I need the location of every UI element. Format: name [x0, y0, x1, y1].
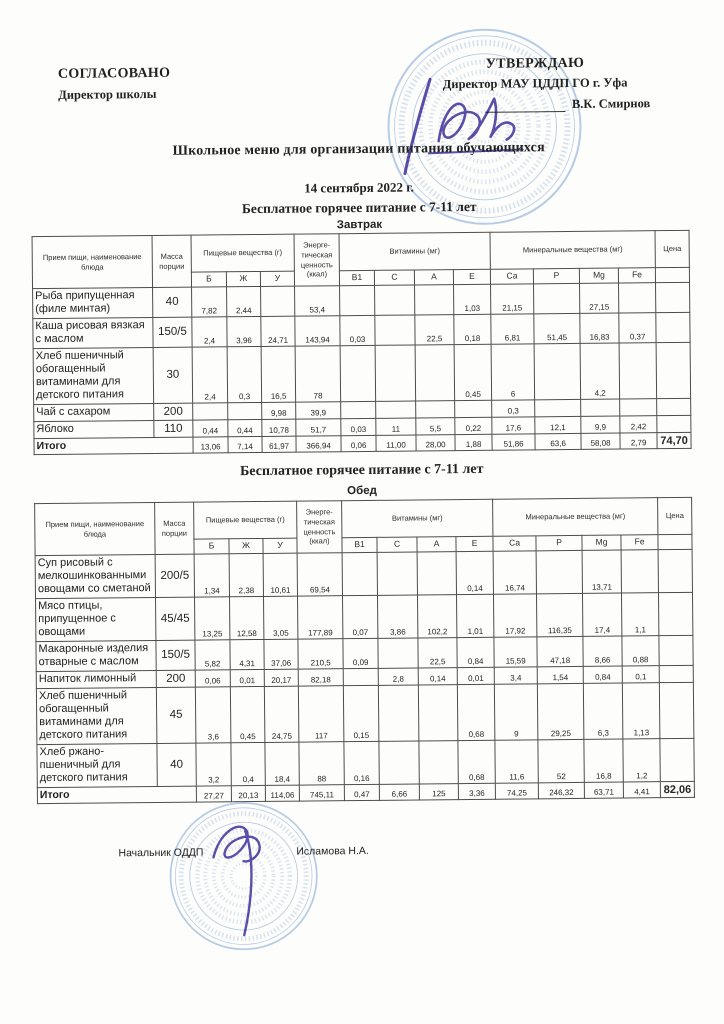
price-cell	[659, 592, 693, 635]
dish-name: Макаронные изделия отварные с маслом	[36, 640, 156, 671]
dish-name: Яблоко	[34, 420, 154, 438]
value-cell: 74,25	[495, 782, 538, 799]
dish-name: Суп рисовый с мелкошинкованными овощами со сметаной	[35, 554, 155, 598]
value-cell: 51,7	[296, 418, 341, 435]
value-cell: 0,3	[227, 346, 262, 402]
value-cell: 0,44	[193, 420, 228, 437]
total-label: Итого	[34, 437, 193, 455]
col-calcium: Са	[493, 536, 536, 551]
value-cell: 78	[295, 346, 341, 402]
value-cell: 1,34	[194, 554, 229, 597]
value-cell: 0,14	[456, 551, 493, 594]
value-cell	[535, 399, 581, 416]
value-cell: 0,68	[458, 740, 495, 783]
value-cell: 1,1	[622, 593, 659, 636]
value-cell: 6,81	[491, 314, 534, 344]
value-cell: 58,08	[581, 433, 620, 450]
director-title-label: Директор МАУ ЦДДП ГО г. Уфа	[442, 75, 628, 92]
value-cell: 12,1	[535, 416, 581, 433]
value-cell: 745,11	[299, 784, 344, 801]
value-cell: 0,06	[195, 670, 230, 687]
value-cell: 0,03	[341, 418, 376, 435]
value-cell: 3,86	[378, 595, 418, 638]
value-cell	[534, 283, 580, 313]
footer-position-label: Начальник ОДДП	[118, 846, 204, 860]
col-minerals-group: Минеральные вещества (мг)	[490, 231, 655, 270]
value-cell: 51,45	[534, 313, 580, 343]
price-cell	[660, 738, 694, 781]
col-vitamin-e: Е	[453, 269, 490, 284]
value-cell: 1,03	[454, 284, 491, 314]
mass-cell: 200	[154, 403, 193, 420]
section-title-lunch: Бесплатное горячее питание с 7-11 лет	[240, 461, 484, 480]
value-cell: 0,45	[454, 344, 492, 400]
value-cell	[418, 684, 458, 740]
value-cell: 39,9	[296, 401, 341, 418]
value-cell	[619, 283, 656, 313]
price-cell	[656, 342, 691, 398]
value-cell: 24,75	[264, 686, 299, 742]
value-cell: 2,44	[227, 286, 261, 316]
value-cell: 17,92	[494, 594, 537, 637]
col-vitamin-e: Е	[456, 536, 493, 551]
col-energy: Энерге-тическая ценность (ккал)	[297, 501, 342, 553]
value-cell: 0,1	[622, 665, 659, 682]
price-cell: 74,70	[657, 432, 691, 449]
value-cell: 3,36	[458, 783, 495, 800]
value-cell: 82,18	[298, 668, 343, 685]
value-cell: 0,01	[457, 667, 494, 684]
value-cell: 3,4	[494, 667, 537, 684]
col-phosphorus: Р	[533, 268, 579, 283]
value-cell: 37,06	[264, 639, 298, 669]
mass-cell: 110	[154, 420, 193, 437]
value-cell: 3,2	[196, 742, 231, 785]
col-vitamin-c: С	[374, 270, 414, 285]
col-vitamin-b1: В1	[342, 537, 377, 552]
value-cell: 22,5	[415, 315, 454, 345]
value-cell: 0,07	[343, 595, 378, 638]
value-cell: 4,31	[230, 639, 264, 669]
col-vitamins-group: Витамины (мг)	[339, 232, 490, 270]
value-cell: 2,38	[229, 553, 263, 596]
col-vitamin-a: А	[414, 270, 453, 285]
mass-cell: 45/45	[156, 597, 195, 640]
col-mass: Масса порции	[155, 502, 194, 554]
price-cell	[657, 398, 691, 415]
value-cell: 7,82	[192, 287, 227, 317]
value-cell	[341, 401, 376, 418]
value-cell	[415, 344, 455, 400]
col-dish: Прием пищи, наименование блюда	[35, 502, 155, 555]
value-cell	[581, 399, 620, 416]
value-cell: 0,44	[228, 419, 262, 436]
dish-name: Хлеб пшеничный обогащенный витаминами для детского питания	[36, 687, 157, 744]
value-cell: 0,68	[457, 684, 495, 740]
value-cell: 11,00	[376, 435, 416, 452]
value-cell: 11,6	[495, 739, 538, 782]
value-cell: 9,98	[262, 402, 296, 419]
col-magnesium: Mg	[579, 268, 618, 283]
value-cell: 63,6	[535, 433, 581, 450]
value-cell: 16,5	[261, 346, 296, 402]
value-cell: 4,41	[623, 781, 660, 798]
value-cell	[375, 345, 416, 401]
mass-cell: 200	[156, 670, 195, 687]
value-cell: 0,47	[344, 784, 379, 801]
value-cell	[534, 343, 581, 399]
dish-name: Хлеб ржано-пшеничный для детского питания	[37, 743, 157, 787]
lunch-table	[34, 497, 695, 804]
value-cell: 0,88	[622, 635, 659, 665]
value-cell: 143,94	[295, 316, 340, 346]
breakfast-table	[32, 230, 692, 455]
value-cell	[417, 552, 456, 595]
col-dish: Прием пищи, наименование блюда	[32, 236, 152, 289]
value-cell	[261, 286, 295, 316]
value-cell	[340, 345, 376, 401]
value-cell: 117	[298, 685, 344, 741]
value-cell	[536, 550, 582, 593]
value-cell: 24,71	[261, 316, 295, 346]
col-protein: Б	[191, 272, 226, 287]
value-cell: 0,15	[343, 685, 379, 741]
value-cell: 9	[494, 684, 538, 740]
value-cell: 1,01	[457, 594, 494, 637]
value-cell: 2,4	[192, 317, 227, 347]
total-label: Итого	[37, 786, 196, 804]
value-cell	[375, 285, 415, 315]
value-cell: 0,84	[583, 666, 622, 683]
value-cell: 53,4	[295, 286, 340, 316]
value-cell: 17,4	[583, 593, 622, 636]
approved-label: УТВЕРЖДАЮ	[485, 55, 585, 72]
price-cell	[656, 312, 690, 342]
value-cell: 69,54	[297, 553, 342, 596]
value-cell	[621, 550, 658, 593]
value-cell	[193, 403, 228, 420]
col-vitamin-a: А	[417, 537, 456, 552]
dish-row	[36, 682, 694, 744]
value-cell: 3,96	[227, 316, 261, 346]
value-cell: 16,83	[580, 313, 619, 343]
mass-cell: 40	[153, 287, 192, 317]
value-cell: 0,84	[457, 637, 494, 667]
value-cell: 29,25	[537, 683, 584, 739]
col-mass: Масса порции	[152, 235, 191, 287]
col-nutrients-group: Пищевые вещества (г)	[191, 234, 294, 272]
col-phosphorus: Р	[536, 535, 582, 550]
col-calcium: Са	[490, 269, 533, 284]
value-cell: 0,3	[492, 400, 535, 417]
col-fat: Ж	[226, 271, 260, 286]
value-cell	[415, 285, 454, 315]
value-cell: 10,61	[263, 553, 297, 596]
mass-cell: 150/5	[156, 640, 195, 670]
value-cell: 16,74	[493, 551, 536, 594]
price-cell: 82,06	[660, 781, 694, 798]
value-cell: 2,4	[192, 347, 228, 403]
value-cell: 6	[491, 344, 535, 400]
value-cell: 0,09	[343, 638, 378, 668]
value-cell: 61,97	[262, 436, 296, 453]
value-cell: 15,59	[494, 637, 537, 667]
value-cell: 1,13	[622, 682, 660, 738]
value-cell	[379, 741, 419, 784]
value-cell	[228, 402, 262, 419]
value-cell: 6,3	[583, 683, 623, 739]
dish-name: Рыба припущенная (филе минтая)	[33, 288, 153, 319]
value-cell: 1,88	[455, 434, 492, 451]
value-cell: 21,15	[491, 284, 534, 314]
price-cell	[659, 635, 693, 665]
col-nutrients-group: Пищевые вещества (г)	[194, 501, 297, 539]
value-cell	[416, 400, 455, 417]
value-cell: 0,45	[230, 686, 265, 742]
table-header-row	[35, 497, 692, 540]
col-iron: Fe	[618, 268, 655, 283]
chief-signature-icon	[195, 811, 306, 944]
value-cell: 11	[376, 418, 416, 435]
value-cell: 52	[538, 739, 584, 782]
school-director-label: Директор школы	[58, 86, 157, 102]
value-cell: 27,27	[196, 785, 231, 802]
meal-title-breakfast: Завтрак	[336, 218, 383, 232]
price-cell	[659, 665, 693, 682]
value-cell	[419, 740, 458, 783]
col-price-empty	[658, 534, 692, 549]
value-cell: 0,01	[230, 669, 264, 686]
value-cell	[375, 315, 415, 345]
value-cell: 20,13	[231, 785, 265, 802]
value-cell	[619, 343, 657, 399]
value-cell: 102,2	[418, 595, 457, 638]
value-cell: 47,18	[537, 636, 583, 666]
col-vitamin-b1: В1	[339, 270, 374, 285]
value-cell: 0,14	[418, 667, 457, 684]
section-title-breakfast: Бесплатное горячее питание с 7-11 лет	[241, 198, 477, 217]
value-cell: 0,03	[340, 315, 375, 345]
mass-cell: 40	[157, 743, 196, 786]
col-energy: Энерге-тическая ценность (ккал)	[294, 234, 339, 286]
footer-name: Исламова Н.А.	[296, 844, 369, 858]
dish-row	[36, 592, 693, 641]
value-cell: 1,2	[623, 738, 660, 781]
value-cell	[377, 552, 417, 595]
value-cell: 13,71	[582, 550, 621, 593]
value-cell	[343, 668, 378, 685]
col-vitamins-group: Витамины (мг)	[342, 499, 493, 537]
dish-name: Каша рисовая вязкая с маслом	[33, 317, 153, 348]
value-cell: 51,86	[492, 434, 535, 451]
value-cell	[378, 638, 418, 668]
col-iron: Fe	[621, 535, 658, 550]
value-cell	[342, 552, 377, 595]
value-cell: 246,32	[538, 782, 584, 799]
value-cell	[620, 398, 657, 415]
value-cell: 5,5	[416, 417, 455, 434]
value-cell: 0,18	[454, 314, 491, 344]
col-price: Цена	[655, 230, 689, 267]
mass-cell: 45	[156, 687, 196, 743]
value-cell: 5,82	[195, 640, 230, 670]
value-cell: 2,8	[378, 668, 418, 685]
value-cell: 210,5	[298, 639, 343, 669]
value-cell: 366,94	[296, 435, 341, 452]
dish-name: Напиток лимонный	[36, 670, 156, 688]
price-cell	[656, 282, 690, 312]
value-cell: 0,37	[619, 313, 656, 343]
director-name: В.К. Смирнов	[571, 96, 651, 111]
col-minerals-group: Минеральные вещества (мг)	[493, 498, 658, 537]
director-signature-icon	[394, 68, 605, 185]
price-cell	[657, 415, 691, 432]
value-cell: 4,2	[580, 343, 620, 399]
value-cell: 0,22	[455, 417, 492, 434]
mass-cell: 150/5	[153, 317, 192, 347]
col-price: Цена	[658, 497, 692, 534]
col-carbs: У	[260, 271, 294, 286]
dish-row	[37, 738, 694, 787]
value-cell: 27,15	[580, 283, 619, 313]
document-date: 14 сентября 2022 г.	[304, 179, 414, 196]
dish-row	[35, 549, 692, 598]
col-carbs: У	[263, 538, 297, 553]
value-cell: 63,71	[584, 782, 623, 799]
value-cell: 3,05	[264, 596, 298, 639]
value-cell	[376, 401, 416, 418]
value-cell: 6,66	[379, 783, 419, 800]
value-cell: 8,66	[583, 636, 622, 666]
value-cell	[378, 685, 419, 741]
table-header-row	[32, 230, 689, 273]
value-cell: 13,25	[195, 597, 230, 640]
value-cell: 7,14	[228, 436, 262, 453]
col-protein: Б	[194, 539, 229, 554]
value-cell: 3,6	[195, 686, 231, 742]
value-cell: 20,17	[264, 669, 298, 686]
col-vitamin-c: С	[377, 537, 417, 552]
price-cell	[658, 549, 692, 592]
meal-title-lunch: Обед	[347, 484, 377, 498]
value-cell: 12,58	[230, 596, 264, 639]
value-cell: 2,42	[620, 415, 657, 432]
value-cell: 116,35	[537, 593, 583, 636]
value-cell: 88	[299, 741, 344, 784]
value-cell	[455, 400, 492, 417]
dish-name: Хлеб пшеничный обогащенный витаминами для детского питания	[33, 347, 154, 404]
value-cell: 0,4	[231, 742, 265, 785]
value-cell	[340, 285, 375, 315]
value-cell: 9,9	[581, 416, 620, 433]
value-cell: 22,5	[418, 637, 457, 667]
value-cell: 16,8	[584, 739, 623, 782]
value-cell: 125	[419, 783, 458, 800]
value-cell: 0,16	[344, 741, 379, 784]
value-cell: 114,06	[265, 785, 299, 802]
dish-row	[33, 342, 691, 404]
col-magnesium: Mg	[582, 535, 621, 550]
value-cell: 28,00	[416, 434, 455, 451]
document-title: Школьное меню для организации питания обучающихся	[172, 140, 545, 159]
value-cell: 1,54	[537, 666, 583, 683]
mass-cell: 30	[153, 347, 193, 403]
col-price-empty	[655, 267, 689, 282]
price-cell	[659, 682, 694, 738]
value-cell: 18,4	[265, 742, 299, 785]
value-cell: 0,06	[341, 435, 376, 452]
value-cell: 13,06	[193, 436, 228, 453]
dish-name: Чай с сахаром	[34, 403, 154, 421]
value-cell: 177,89	[298, 596, 343, 639]
col-fat: Ж	[229, 538, 263, 553]
value-cell: 17,6	[492, 417, 535, 434]
value-cell: 2,79	[620, 432, 657, 449]
approval-left-block	[58, 66, 171, 103]
dish-name: Мясо птицы, припущенное с овощами	[36, 597, 156, 641]
value-cell: 10,78	[262, 419, 296, 436]
agreed-label: СОГЛАСОВАНО	[57, 65, 171, 82]
mass-cell: 200/5	[155, 554, 194, 597]
